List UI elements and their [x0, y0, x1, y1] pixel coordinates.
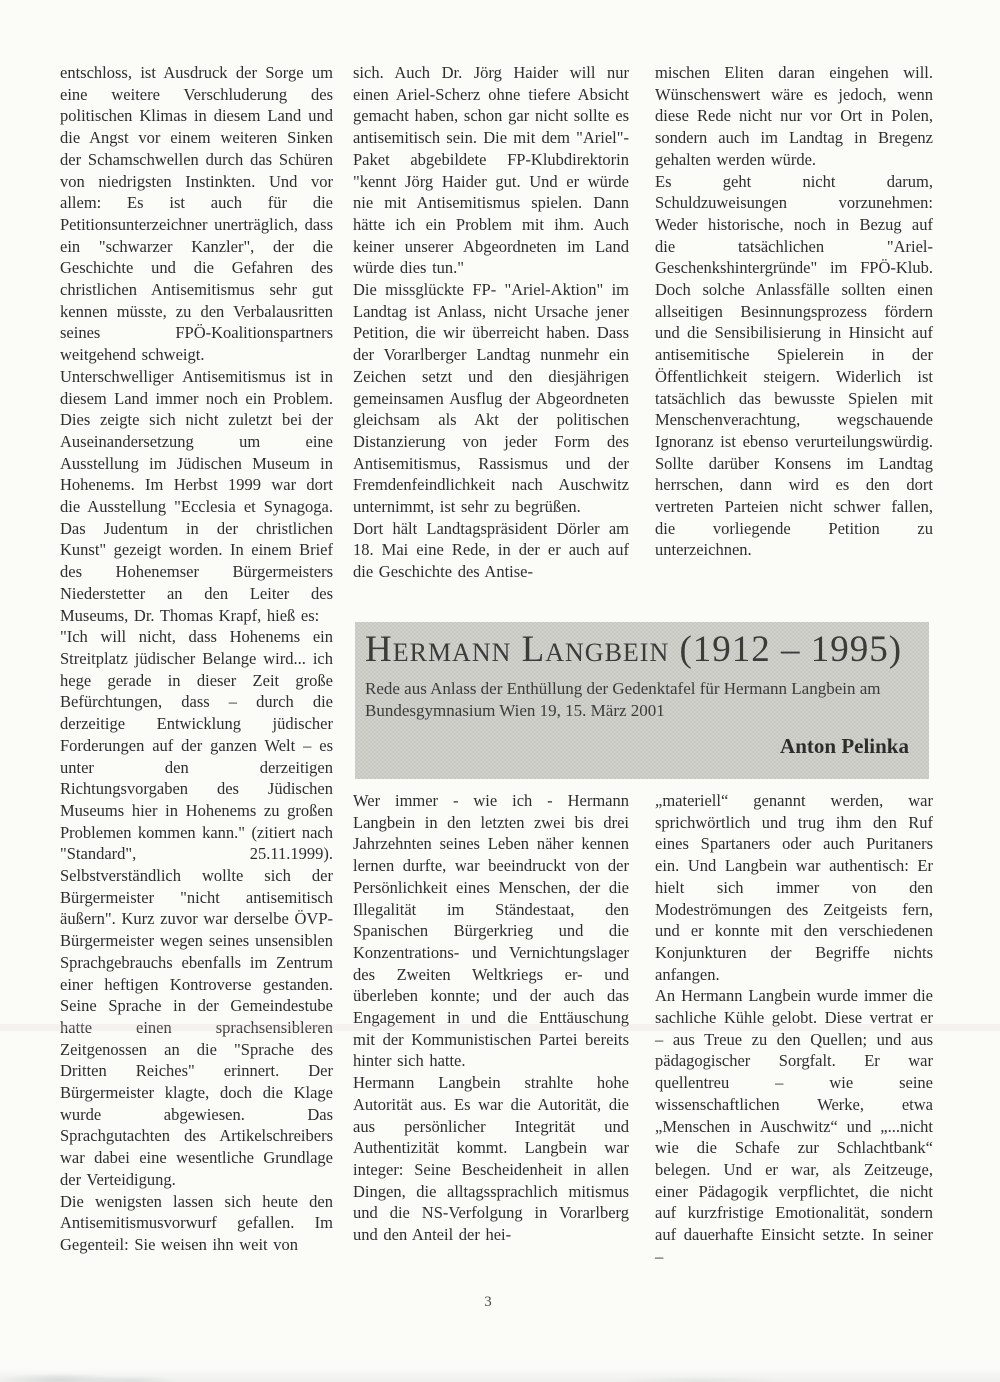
section-author: Anton Pelinka [780, 734, 909, 758]
section-title: Hermann Langbein (1912 – 1995) [365, 629, 903, 670]
paragraph: Dort hält Landtagspräsident Dörler am 18. Mai eine Rede, in der er auch auf die Geschichte des Antise- [353, 518, 629, 582]
page-number: 3 [484, 1294, 492, 1310]
top-article-column-right [655, 62, 933, 561]
paragraph: "Ich will nicht, dass Hohenems ein Streitplatz jüdischer Belange wird... ich hege gerade in dieser Zeit große Befürchtungen, dass – durch die derzeitige Entwicklung jüdischer Forderungen auf der ganzen Welt – es unter den derzeitigen Richtungsvorgaben des Jüdischen Museums hier in Hohenems zu großen Problemen kommen kann." (zitiert nach "Standard", 25.11.1999). Selbstverständlich wollte sich der Bürgermeister "nicht antisemitisch äußern". Kurz zuvor war derselbe ÖVP-Bürgermeister wegen seines unsensiblen Sprachgebrauchs ebenfalls im Zentrum einer heftigen Kontroverse gestanden. Seine Sprache in der Gemeindestube hatte einen sprachsensibleren Zeitgenossen an die "Sprache des Dritten Reiches" erinnert. Der Bürgermeister klagte, doch die Klage wurde abgewiesen. Das Sprachgutachten des Artikelschreibers war dabei eine wesentliche Grundlage der Verteidigung. [60, 627, 333, 1189]
top-article-column-middle [353, 62, 629, 583]
paragraph: entschloss, ist Ausdruck der Sorge um eine weitere Verschluderung des politischen Klimas in diesem Land und die Angst vor einem weiteren Sinken der Schamschwellen durch das Schüren von niedrigsten Instinkten. Und vor allem: Es ist auch für die Petitionsunterzeichner unerträglich, dass ein "schwarzer Kanzler", der die Geschichte und die Gefahren des christlichen Antisemitismus sehr gut kennen müsste, zu den Verbalausritten seines FPÖ-Koalitionspartners weitgehend schweigt. [60, 63, 333, 365]
bottom-article-column-left [353, 790, 629, 1246]
scan-edge-artifact [0, 1368, 1000, 1382]
paragraph: Die wenigsten lassen sich heute den Antisemitismusvorwurf gefallen. Im Gegenteil: Sie weisen ihn weit von [60, 1191, 333, 1254]
paragraph: An Hermann Langbein wurde immer die sachliche Kühle gelobt. Diese vertrat er – aus Treue zu den Quellen; und aus pädagogischer Sorgfalt. Er war quellentreu – wie seine wissenschaftlichen Werke, etwa „Menschen in Auschwitz“ und „...nicht wie die Schafe zur Schlachtbank“ belegen. Und er war, als Zeitzeuge, einer Pädagogik verpflichtet, die nicht auf kurzfristige Emotionalität, sondern auf dauerhafte Einsicht setzte. In seiner – [655, 986, 933, 1266]
paragraph: Unterschwelliger Antisemitismus ist in diesem Land immer noch ein Problem. Dies zeigte sich nicht zuletzt bei der Auseinandersetzung um eine Ausstellung im Jüdischen Museum in Hohenems. Im Herbst 1999 war dort die Ausstellung "Ecclesia et Synagoga. Das Judentum in der christlichen Kunst" gezeigt worden. In einem Brief des Hohenemser Bürgermeisters Niederstetter an den Leiter des Museums, Dr. Thomas Krapf, hieß es: [60, 366, 333, 625]
langbein-section-header [355, 622, 929, 779]
paragraph: mischen Eliten daran eingehen will. Wünschenswert wäre es jedoch, wenn diese Rede nicht nur vor Ort in Polen, sondern auch im Landtag in Bregenz gehalten werden würde. [655, 63, 933, 169]
paragraph: Wer immer - wie ich - Hermann Langbein in den letzten zwei bis drei Jahrzehnten seines Leben näher kennen lernen durfte, war beeindruckt von der Persönlichkeit eines Menschen, der die Illegalität im Ständestaat, den Spanischen Bürgerkrieg und die Konzentrations- und Vernichtungslager des Zweiten Weltkriegs er- und überleben konnte; und der auch das Engagement in und die Enttäuschung mit der Kommunistischen Partei bereits hinter sich hatte. [353, 791, 629, 1071]
bottom-article-column-right [655, 790, 933, 1267]
paragraph: Die missglückte FP- "Ariel-Aktion" im Landtag ist Anlass, nicht Ursache jener Petition, die wir überreicht haben. Dass der Vorarlberger Landtag nunmehr ein Zeichen setzt und den diesjährigen gemeinsamen Ausflug der Abgeordneten gleichsam als Akt der politischen Distanzierung von jeder Form des Antisemitismus, Rassismus und der Fremdenfeindlichkeit nach Auschwitz unternimmt, ist sehr zu begrüßen. [353, 280, 629, 517]
paragraph: „materiell“ genannt werden, war sprichwörtlich und trug ihm den Ruf eines Spartaners oder auch Puritaners ein. Und Langbein war authentisch: Er hielt sich immer von den Modeströmungen des Zeitgeists fern, und er konnte mit den verschiedenen Konjunkturen der Begriffe nichts anfangen. [655, 791, 933, 984]
paragraph: Es geht nicht darum, Schuldzuweisungen vorzunehmen: Weder historische, noch in Bezug auf die tatsächlichen "Ariel-Geschenkshintergründe" im FPÖ-Klub. Doch solche Anlassfälle sollten einen allseitigen Besinnungsprozess fördern und die Sensibilisierung in Hinsicht auf antisemitische Spielerein in der Öffentlichkeit steigern. Widerlich ist tatsächlich das bewusste Spielen mit Menschenverachtung, wegschauende Ignoranz ist ebenso verurteilungswürdig. Sollte darüber Konsens im Landtag herrschen, dann wird es den dort vertreten Parteien nicht schwer fallen, die vorliegende Petition zu unterzeichnen. [655, 171, 933, 560]
section-subtitle: Rede aus Anlass der Enthüllung der Gedenktafel für Hermann Langbein am Bundesgymnasium Wien 19, 15. März 2001 [365, 679, 881, 720]
paragraph: sich. Auch Dr. Jörg Haider will nur einen Ariel-Scherz ohne tiefere Absicht gemacht haben, schon gar nicht sollte es antisemitisch sein. Die mit dem "Ariel"-Paket abgebildete FP-Klubdirektorin "kennt Jörg Haider gut. Und er würde nie mit Antisemitismus spielen. Dann hätte ich ein Problem mit ihm. Auch keiner unserer Abgeordneten im Land würde dies tun." [353, 63, 629, 278]
top-article-column-left [60, 62, 333, 1256]
paragraph: Hermann Langbein strahlte hohe Autorität aus. Es war die Autorität, die aus persönlicher Integrität und Authentizität kommt. Langbein war integer: Seine Bescheidenheit in allen Dingen, die alltagssprachlich mitismus und die NS-Verfolgung in Vorarlberg und den Anteil der hei- [353, 1073, 629, 1245]
